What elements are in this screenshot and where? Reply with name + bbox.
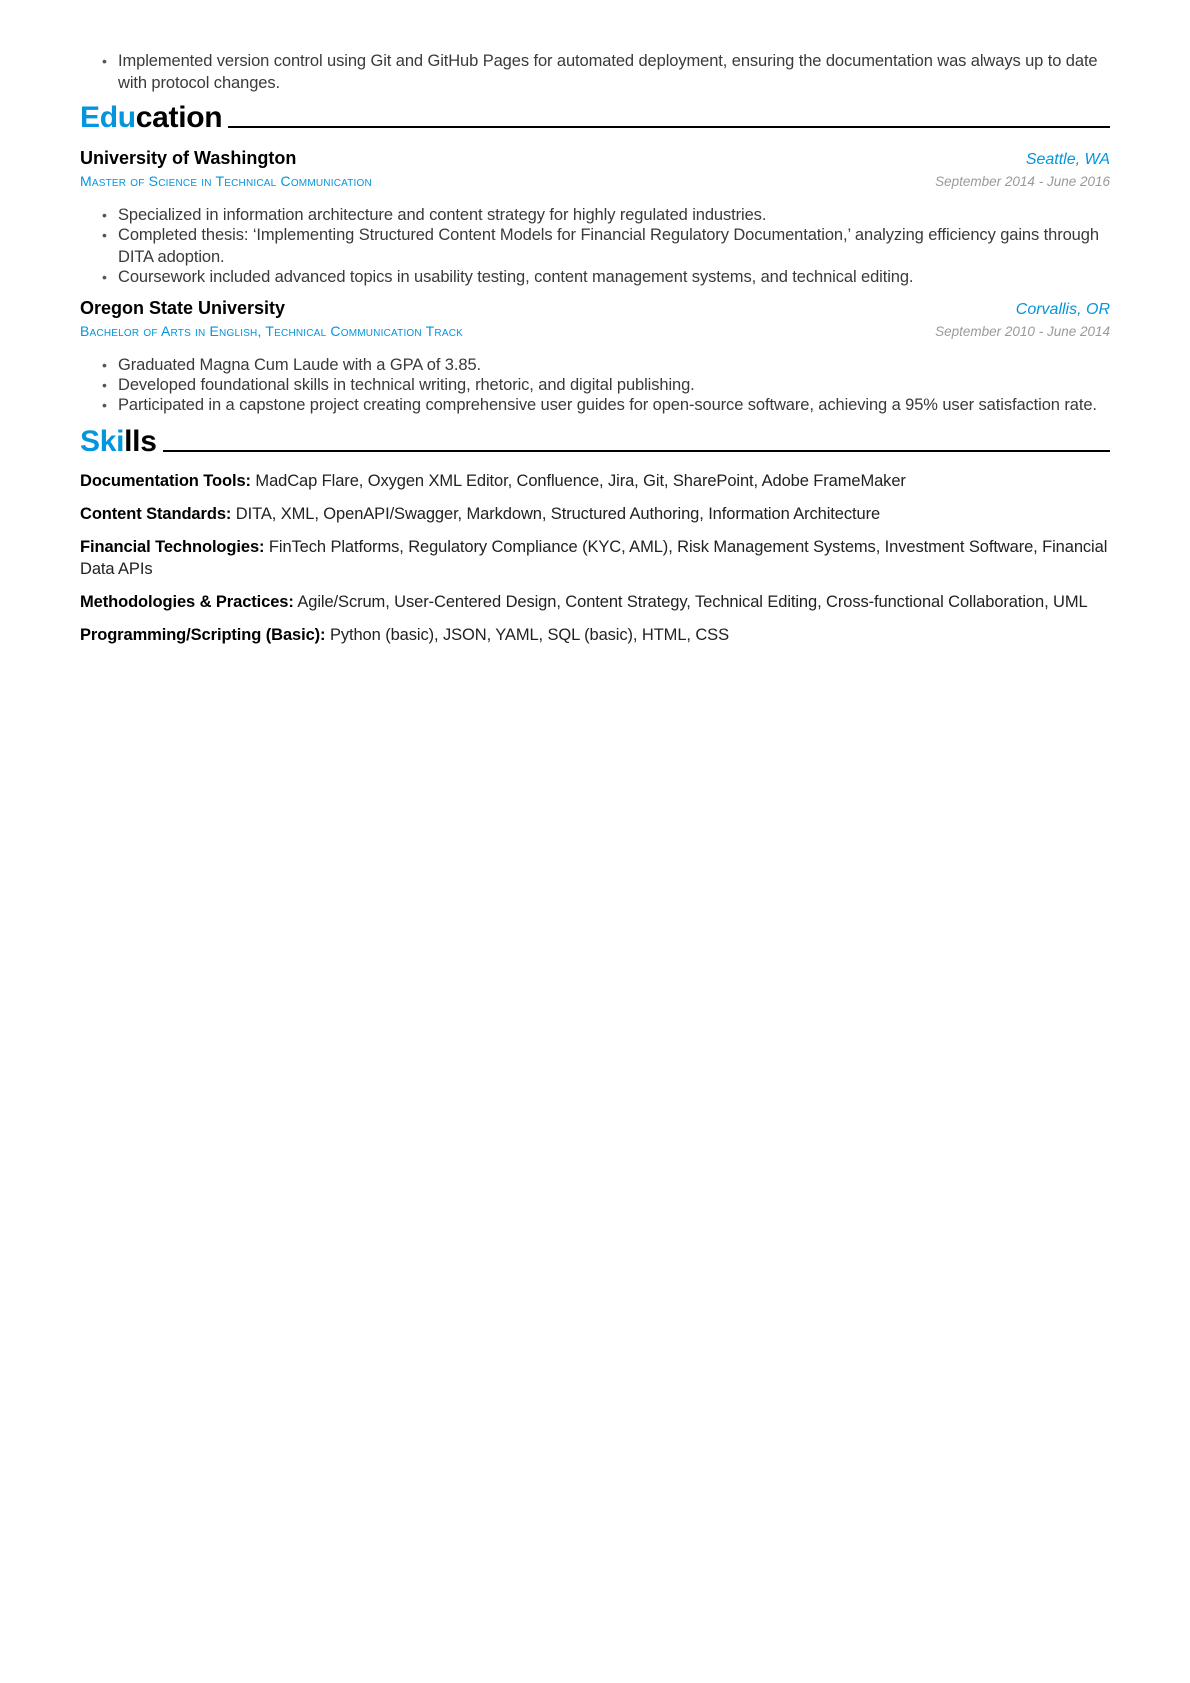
skill-label: Programming/Scripting (Basic): bbox=[80, 626, 326, 644]
skill-row bbox=[80, 624, 1110, 646]
skills-list bbox=[80, 470, 1110, 646]
skill-value: MadCap Flare, Oxygen XML Editor, Confluence, Jira, Git, SharePoint, Adobe FrameMaker bbox=[255, 472, 906, 490]
degree-title: Bachelor of Arts in English, Technical Communication Track bbox=[80, 323, 463, 339]
education-bullet: • Developed foundational skills in technical writing, rhetoric, and digital publishing. bbox=[118, 374, 1110, 396]
education-bullets bbox=[80, 204, 1110, 288]
title-accent: Ski bbox=[80, 425, 125, 458]
skill-value: Agile/Scrum, User-Centered Design, Content Strategy, Technical Editing, Cross-functional Collaboration, UML bbox=[297, 593, 1088, 611]
education-bullet: • Completed thesis: ‘Implementing Structured Content Models for Financial Regulatory Documentation,’ analyzing efficiency gains through DITA adoption. bbox=[118, 224, 1110, 268]
education-section-header bbox=[80, 100, 1110, 136]
skills-section-header bbox=[80, 424, 1110, 460]
institution-name: Oregon State University bbox=[80, 298, 286, 318]
title-accent: Edu bbox=[80, 101, 136, 134]
section-title-skills bbox=[80, 424, 157, 460]
skill-row bbox=[80, 503, 1110, 525]
skill-label: Documentation Tools: bbox=[80, 472, 251, 490]
institution-location: Seattle, WA bbox=[1025, 151, 1110, 168]
skill-label: Content Standards: bbox=[80, 505, 232, 523]
section-divider bbox=[163, 450, 1110, 452]
title-rest: lls bbox=[124, 425, 157, 458]
date-range: September 2010 - June 2014 bbox=[935, 324, 1110, 339]
skill-row bbox=[80, 591, 1110, 613]
section-title-education bbox=[80, 100, 222, 136]
skill-row bbox=[80, 470, 1110, 492]
skill-value: Python (basic), JSON, YAML, SQL (basic), HTML, CSS bbox=[329, 626, 729, 644]
title-rest: cation bbox=[135, 101, 223, 134]
skill-label: Methodologies & Practices: bbox=[80, 593, 294, 611]
education-bullets bbox=[80, 354, 1110, 416]
education-bullet: • Specialized in information architecture and content strategy for highly regulated industries. bbox=[118, 204, 1110, 226]
skill-row bbox=[80, 536, 1110, 580]
education-bullet: • Coursework included advanced topics in usability testing, content management systems, and technical editing. bbox=[118, 266, 1110, 288]
section-divider bbox=[228, 126, 1110, 128]
education-bullet: • Participated in a capstone project creating comprehensive user guides for open-source software, achieving a 95% user satisfaction rate. bbox=[118, 394, 1110, 416]
date-range: September 2014 - June 2016 bbox=[935, 174, 1110, 189]
experience-bullet: • Implemented version control using Git and GitHub Pages for automated deployment, ensuring the documentation was always up to date with protocol changes. bbox=[118, 50, 1110, 94]
skill-value: DITA, XML, OpenAPI/Swagger, Markdown, Structured Authoring, Information Architecture bbox=[235, 505, 881, 523]
degree-title: Master of Science in Technical Communication bbox=[80, 173, 372, 189]
institution-location: Corvallis, OR bbox=[1015, 301, 1110, 318]
education-entry bbox=[80, 296, 1110, 416]
skill-value: FinTech Platforms, Regulatory Compliance (KYC, AML), Risk Management Systems, Investment Software, Financial Data APIs bbox=[80, 538, 1108, 578]
education-bullet: • Graduated Magna Cum Laude with a GPA of 3.85. bbox=[118, 354, 1110, 376]
experience-bullets bbox=[80, 50, 1110, 94]
education-entry bbox=[80, 146, 1110, 288]
skill-label: Financial Technologies: bbox=[80, 538, 265, 556]
institution-name: University of Washington bbox=[80, 148, 297, 168]
